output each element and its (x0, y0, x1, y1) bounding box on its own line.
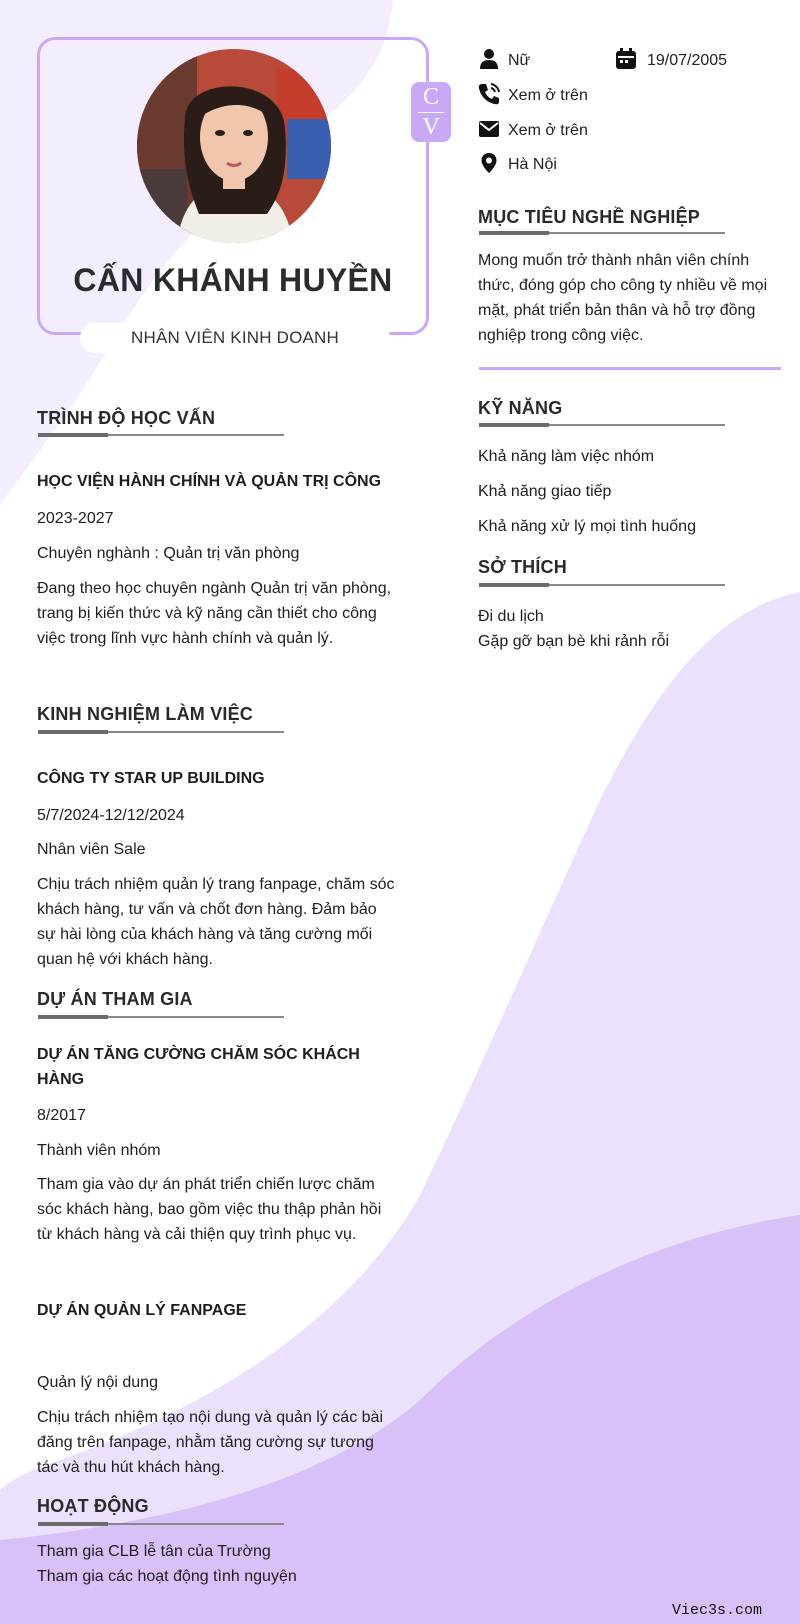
project-description: Chịu trách nhiệm tạo nội dung và quản lý các bài đăng trên fanpage, nhằm tăng cường sự tương tác và thu hút khách hàng. (37, 1409, 383, 1476)
email-icon (478, 118, 500, 140)
hobby-item: Đi du lịch (478, 608, 544, 625)
skill-item: Khả năng giao tiếp (478, 483, 612, 500)
career-goal-underline (479, 232, 725, 234)
location-pin-icon (478, 152, 500, 174)
skill-item: Khả năng xử lý mọi tình huống (478, 518, 696, 535)
cv-badge-top: C (422, 84, 439, 110)
gender-value: Nữ (508, 52, 531, 69)
experience-heading: KINH NGHIỆM LÀM VIỆC (37, 704, 254, 724)
cv-badge-bottom: V (422, 114, 440, 140)
email-value: Xem ở trên (508, 122, 588, 139)
hobby-item: Gặp gỡ bạn bè khi rảnh rỗi (478, 633, 670, 650)
job-title: NHÂN VIÊN KINH DOANH (130, 328, 340, 347)
projects-underline (38, 1016, 284, 1018)
activity-item: Tham gia CLB lễ tân của Trường (37, 1543, 271, 1560)
footer-credit: Viec3s.com (672, 1602, 763, 1619)
project-name: DỰ ÁN QUẢN LÝ FANPAGE (37, 1302, 247, 1319)
project-role: Thành viên nhóm (37, 1142, 161, 1159)
project-description: Tham gia vào dự án phát triển chiến lược chăm sóc khách hàng, bao gồm việc thu thập phản hồi từ khách hàng và cải thiện quy trình phục vụ. (37, 1176, 382, 1243)
skill-item: Khả năng làm việc nhóm (478, 448, 655, 465)
experience-underline (38, 731, 284, 733)
phone-icon (478, 83, 500, 105)
project-role: Quản lý nội dung (37, 1374, 158, 1391)
person-icon (478, 48, 500, 70)
activities-heading: HOẠT ĐỘNG (37, 1496, 149, 1516)
experience-position: Nhân viên Sale (37, 841, 146, 858)
project-date: 8/2017 (37, 1107, 86, 1124)
activity-item: Tham gia các hoạt động tình nguyện (37, 1568, 297, 1585)
activities-underline (38, 1523, 284, 1525)
birthday-value: 19/07/2005 (647, 52, 728, 69)
calendar-icon (615, 48, 637, 70)
address-value: Hà Nội (508, 156, 557, 173)
skills-heading: KỸ NĂNG (478, 398, 563, 418)
projects-heading: DỰ ÁN THAM GIA (37, 989, 193, 1009)
skills-underline (479, 424, 725, 426)
school-name: HỌC VIỆN HÀNH CHÍNH VÀ QUẢN TRỊ CÔNG (37, 473, 382, 490)
education-underline (38, 434, 284, 436)
avatar (137, 49, 331, 243)
section-divider (479, 367, 781, 370)
hobbies-heading: SỞ THÍCH (478, 557, 567, 577)
company-name: CÔNG TY STAR UP BUILDING (37, 770, 265, 787)
education-major: Chuyên nghành : Quản trị văn phòng (37, 545, 300, 562)
full-name: CẤN KHÁNH HUYỀN (73, 262, 393, 298)
phone-value: Xem ở trên (508, 87, 588, 104)
education-description: Đang theo học chuyên ngành Quản trị văn phòng, trang bị kiến thức và kỹ năng cần thiết cho công việc trong lĩnh vực hành chính và quản lý. (37, 580, 392, 647)
cv-badge (411, 82, 451, 142)
experience-period: 5/7/2024-12/12/2024 (37, 807, 185, 824)
career-goal-heading: MỤC TIÊU NGHỀ NGHIỆP (478, 207, 701, 227)
career-goal-text: Mong muốn trở thành nhân viên chính thức, đóng góp cho công ty nhiều về mọi mặt, phát triển bản thân và hỗ trợ đồng nghiệp trong công việc. (478, 252, 768, 344)
education-heading: TRÌNH ĐỘ HỌC VẤN (37, 408, 216, 428)
experience-description: Chịu trách nhiệm quản lý trang fanpage, chăm sóc khách hàng, tư vấn và chốt đơn hàng. Đảm bảo sự hài lòng của khách hàng và tăng cường mối quan hệ với khách hàng. (37, 876, 395, 968)
project-name: DỰ ÁN TĂNG CƯỜNG CHĂM SÓC KHÁCH HÀNG (37, 1046, 360, 1088)
hobbies-underline (479, 584, 725, 586)
education-period: 2023-2027 (37, 510, 114, 527)
